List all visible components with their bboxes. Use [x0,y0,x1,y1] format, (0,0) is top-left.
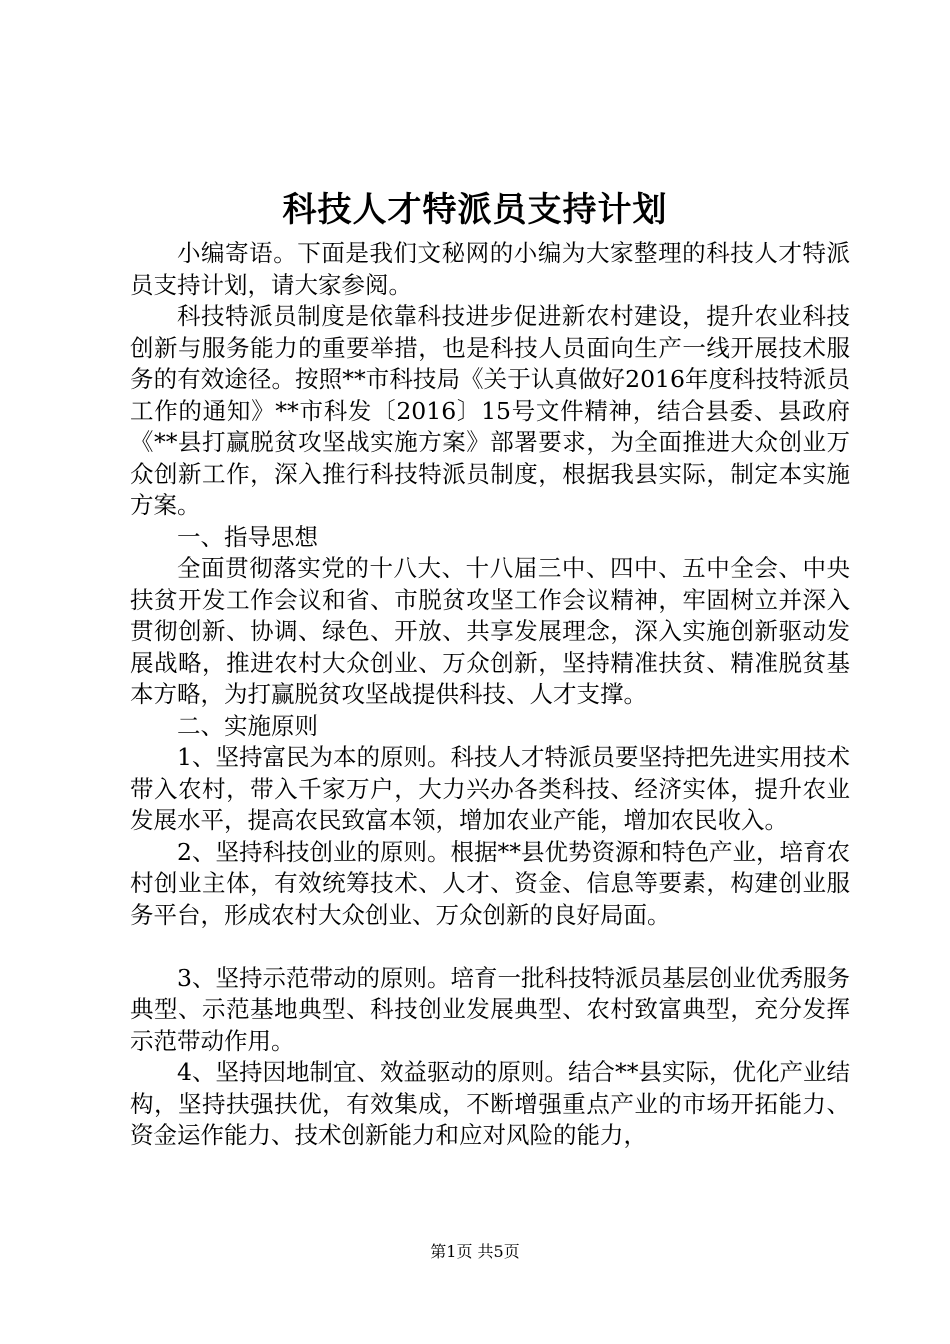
page-footer: 第1页 共5页 [430,1242,520,1261]
paragraph-principle-1: 1、坚持富民为本的原则。科技人才特派员要坚持把先进实用技术带入农村，带入千家万户，大力兴办各类科技、经济实体，提升农业发展水平，提高农民致富本领，增加农业产能，增加农民收入。 [130,743,850,834]
section-heading-principles: 二、实施原则 [177,711,318,740]
paragraph-principle-4: 4、坚持因地制宜、效益驱动的原则。结合**县实际，优化产业结构，坚持扶强扶优，有效集成，不断增强重点产业的市场开拓能力、资金运作能力、技术创新能力和应对风险的能力， [130,1058,850,1149]
paragraph-intro: 小编寄语。下面是我们文秘网的小编为大家整理的科技人才特派员支持计划，请大家参阅。 [130,239,850,299]
paragraph-principle-3: 3、坚持示范带动的原则。培育一批科技特派员基层创业优秀服务典型、示范基地典型、科技创业发展典型、农村致富典型，充分发挥示范带动作用。 [130,963,850,1055]
section-heading-guiding-ideology: 一、指导思想 [177,522,318,551]
document-body [130,238,850,1152]
document-title: 科技人才特派员支持计划 [282,190,668,230]
paragraph-background: 科技特派员制度是依靠科技进步促进新农村建设，提升农业科技创新与服务能力的重要举措，也是科技人员面向生产一线开展技术服务的有效途径。按照**市科技局《关于认真做好2016年度科技特派员工作的通知》**市科发〔2016〕15号文件精神，结合县委、县政府《**县打赢脱贫攻坚战实施方案》部署要求，为全面推进大众创业万众创新工作，深入推行科技特派员制度，根据我县实际，制定本实施方案。 [130,302,850,519]
paragraph-principle-2: 2、坚持科技创业的原则。根据**县优势资源和特色产业，培育农村创业主体，有效统筹技术、人才、资金、信息等要素，构建创业服务平台，形成农村大众创业、万众创新的良好局面。 [130,837,850,929]
paragraph-guiding-ideology: 全面贯彻落实党的十八大、十八届三中、四中、五中全会、中央扶贫开发工作会议和省、市脱贫攻坚工作会议精神，牢固树立并深入贯彻创新、协调、绿色、开放、共享发展理念，深入实施创新驱动发展战略，推进农村大众创业、万众创新，坚持精准扶贫、精准脱贫基本方略，为打赢脱贫攻坚战提供科技、人才支撑。 [130,554,850,708]
